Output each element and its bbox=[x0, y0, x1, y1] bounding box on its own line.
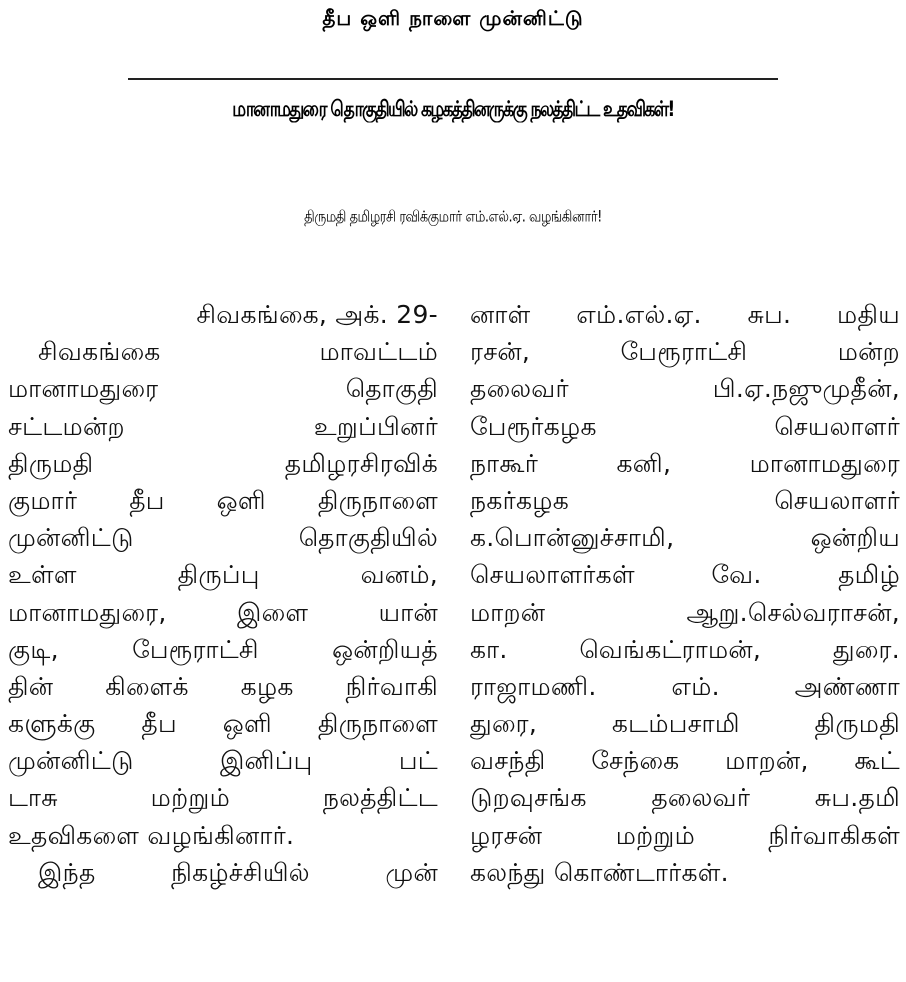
body-line: தலைவர் பி.ஏ.நஜுமுதீன், bbox=[470, 374, 900, 404]
body-line: களுக்கு தீப ஒளி திருநாளை bbox=[8, 709, 438, 739]
body-column-right bbox=[470, 296, 900, 891]
body-line: சட்டமன்ற உறுப்பினர் bbox=[8, 411, 438, 441]
body-line: டாசு மற்றும் நலத்திட்ட bbox=[8, 783, 438, 813]
article-headline: மானாமதுரை தொகுதியில் கழகத்தினருக்கு நலத்திட்ட உதவிகள்! bbox=[232, 97, 674, 123]
body-line: ராஜாமணி. எம். அண்ணா bbox=[470, 671, 900, 701]
body-line: முன்னிட்டு தொகுதியில் bbox=[8, 523, 438, 553]
body-line: குமார் தீப ஒளி திருநாளை bbox=[8, 485, 438, 515]
kicker-divider bbox=[128, 78, 778, 80]
body-line: இந்த நிகழ்ச்சியில் முன் bbox=[38, 857, 438, 887]
dateline: சிவகங்கை, அக். 29- bbox=[196, 300, 438, 329]
body-line: மானாமதுரை, இளை யான் bbox=[8, 597, 438, 627]
body-line: வசந்தி சேந்கை மாறன், கூட் bbox=[470, 746, 900, 776]
body-line: நாகூர் கனி, மானாமதுரை bbox=[470, 448, 900, 478]
body-line: துரை, கடம்பசாமி திருமதி bbox=[470, 709, 900, 739]
body-line: பேரூர்கழக செயலாளர் bbox=[470, 411, 900, 441]
body-line: டுறவுசங்க தலைவர் சுப.தமி bbox=[470, 783, 900, 813]
body-line: நகர்கழக செயலாளர் bbox=[470, 485, 900, 515]
body-line: உள்ள திருப்பு வனம், bbox=[8, 560, 438, 590]
body-line: னாள் எம்.எல்.ஏ. சுப. மதிய bbox=[470, 300, 900, 329]
body-line: சிவகங்கை மாவட்டம் bbox=[38, 337, 438, 367]
body-line: மானாமதுரை தொகுதி bbox=[8, 374, 438, 404]
body-line: குடி, பேரூராட்சி ஒன்றியத் bbox=[8, 634, 438, 664]
article-subheadline: திருமதி தமிழரசி ரவிக்குமார் எம்.எல்.ஏ. வழங்கினார்! bbox=[304, 208, 602, 227]
body-line: தின் கிளைக் கழக நிர்வாகி bbox=[8, 671, 438, 701]
body-line: உதவிகளை வழங்கினார். bbox=[8, 820, 295, 850]
body-line: கா. வெங்கட்ராமன், துரை. bbox=[470, 634, 900, 664]
body-line: திருமதி தமிழரசிரவிக் bbox=[8, 448, 438, 478]
body-line: செயலாளர்கள் வே. தமிழ் bbox=[470, 560, 900, 590]
article-kicker: தீப ஒளி நாளை முன்னிட்டு bbox=[322, 6, 584, 30]
body-line: ரசன், பேரூராட்சி மன்ற bbox=[470, 337, 900, 367]
body-line: ழரசன் மற்றும் நிர்வாகிகள் bbox=[470, 820, 900, 850]
body-column-left bbox=[8, 296, 438, 891]
body-line: க.பொன்னுச்சாமி, ஒன்றிய bbox=[470, 523, 900, 553]
body-line: கலந்து கொண்டார்கள். bbox=[470, 857, 729, 887]
body-line: மாறன் ஆறு.செல்வராசன், bbox=[470, 597, 900, 627]
body-line: முன்னிட்டு இனிப்பு பட் bbox=[8, 746, 438, 776]
